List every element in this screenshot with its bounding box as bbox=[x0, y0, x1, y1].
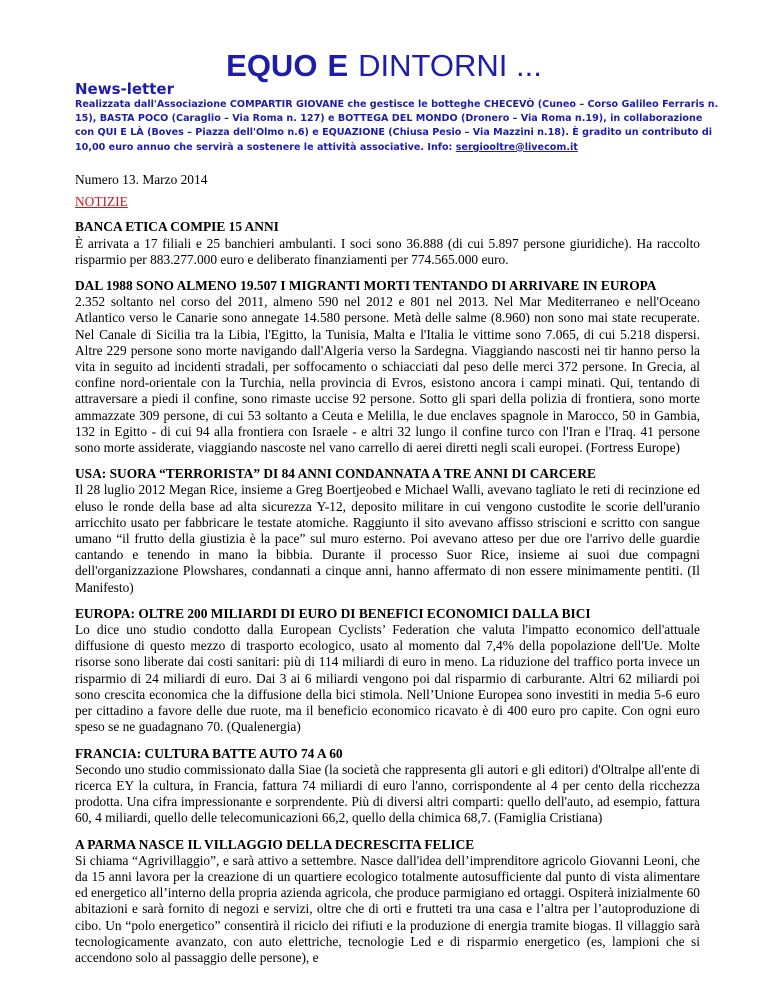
credits-text: Realizzata dall'Associazione COMPARTIR GIOVANE che gestisce le botteghe CHECEVÒ (Cuneo – Corso Galileo Ferraris n. 15), BASTA POCO (Caraglio – Via Roma n. 127) e BOTTEGA DEL MONDO (Dronero – Via Roma n.19), in collaborazione con QUI E LÀ (Boves – Piazza dell'Olmo n.6) e EQUAZIONE (Chiusa Pesio – Via Mazzini n.18). È gradito un contributo di 10,00 euro annuo che servirà a sostenere le attività associative. Info: bbox=[75, 99, 719, 153]
issue-number: Numero 13. Marzo 2014 bbox=[75, 172, 208, 187]
article-headline: EUROPA: OLTRE 200 MILIARDI DI EURO DI BENEFICI ECONOMICI DALLA BICI bbox=[75, 605, 591, 621]
section-notizie: NOTIZIE bbox=[75, 194, 128, 210]
title-word-dintorni: DINTORNI ... bbox=[358, 48, 542, 83]
article-suora bbox=[75, 466, 700, 596]
title-word-e: E bbox=[327, 48, 349, 83]
article-body: È arrivata a 17 filiali e 25 banchieri ambulanti. I soci sono 36.888 (di cui 5.897 persone giuridiche). Ha raccolto risparmio per 883.277.000 euro e deliberato finanziamenti per 774.565.000 euro. bbox=[75, 235, 700, 267]
article-francia bbox=[75, 746, 700, 827]
newsletter-title bbox=[0, 49, 768, 83]
credits-paragraph bbox=[75, 98, 720, 155]
article-headline: DAL 1988 SONO ALMENO 19.507 I MIGRANTI MORTI TENTANDO DI ARRIVARE IN EUROPA bbox=[75, 278, 657, 294]
article-migranti bbox=[75, 278, 700, 456]
title-word-equo: EQUO bbox=[226, 48, 318, 83]
article-bici bbox=[75, 606, 700, 736]
email-link[interactable]: sergiooltre@livecom.it bbox=[455, 141, 578, 153]
main-content bbox=[75, 172, 700, 976]
article-headline: BANCA ETICA COMPIE 15 ANNI bbox=[75, 219, 279, 235]
newsletter-label: News-letter bbox=[75, 80, 174, 98]
article-body: Secondo uno studio commissionato dalla Siae (la società che rappresenta gli autori e gli editori) d'Oltralpe all'ente di ricerca EY la cultura, in Francia, fattura 74 miliardi di euro l'anno, corrispondente al 4 per cento della ricchezza prodotta. Una cifra impressionante e sorprendente. Più di diversi altri comparti: quello dell'auto, ad esempio, fattura 60, 4 miliardi, quello delle telecomunicazioni 66,2, quello della chimica 68,7. (Famiglia Cristiana) bbox=[75, 761, 700, 826]
article-headline: FRANCIA: CULTURA BATTE AUTO 74 A 60 bbox=[75, 745, 343, 761]
article-parma bbox=[75, 837, 700, 967]
article-headline: USA: SUORA “TERRORISTA” DI 84 ANNI CONDANNATA A TRE ANNI DI CARCERE bbox=[75, 466, 596, 482]
article-body: 2.352 soltanto nel corso del 2011, almeno 590 nel 2012 e 801 nel 2013. Nel Mar Mediterraneo e nell'Oceano Atlantico verso le Canarie sono annegate 14.580 persone. Metà delle salme (8.960) non sono mai state recuperate. Nel Canale di Sicilia tra la Libia, l'Egitto, la Tunisia, Malta e l'Italia le vittime sono 7.065, di cui 5.218 dispersi. Altre 229 persone sono morte navigando dall'Algeria verso la Sardegna. Viaggiando nascosti nei tir hanno perso la vita in seguito ad incidenti stradali, per soffocamento o schiacciati dal peso delle merci 372 persone. In Grecia, al confine nord-orientale con la Turchia, nella provincia di Evros, esistono ancora i campi minati. Qui, tentando di attraversare a piedi il confine, sono rimaste uccise 92 persone. Sotto gli spari della polizia di frontiera, sono morte ammazzate 309 persone, di cui 53 soltanto a Ceuta e Melilla, le due enclaves spagnole in Marocco, 50 in Gambia, 132 in Egitto - di cui 94 alla frontiera con Israele - e altri 32 lungo il confine turco con l'Iran e l'Iraq. 41 persone sono morte assiderate, viaggiando nascoste nel vano carrello di aerei diretti negli scali europei. (Fortress Europe) bbox=[75, 294, 700, 456]
article-body: Il 28 luglio 2012 Megan Rice, insieme a Greg Boertjeobed e Michael Walli, avevano tagliato le reti di recinzione ed eluso le ronde della base ad alta sicurezza Y-12, deposito militare in cui vengono custodite le scorie dell'uranio arricchito usato per fabbricare le testate atomiche. Raggiunto il sito avevano affisso striscioni e scritto con sangue umano “il frutto della giustizia è la pace” sul muro esterno. Poi avevano atteso per due ore l'arrivo delle guardie cantando e tenendo in mano la bibbia. Durante il processo Suor Rice, insieme ai suoi due compagni dell'organizzazione Plowshares, condannati a cinque anni, hanno affermato di non essere minimamente pentiti. (Il Manifesto) bbox=[75, 482, 700, 595]
article-headline: A PARMA NASCE IL VILLAGGIO DELLA DECRESCITA FELICE bbox=[75, 836, 475, 852]
article-body: Lo dice uno studio condotto dalla European Cyclists’ Federation che valuta l'impatto economico dell'attuale diffusione di questo mezzo di trasporto ecologico, usato al momento dal 7,4% della popolazione dell'Ue. Molte risorse sono liberate dai costi sanitari: più di 114 miliardi di euro in meno. La riduzione del traffico porta invece un risparmio di 24 miliardi di euro. Dai 3 ai 6 miliardi vengono poi dal risparmio di carburante. Altri 62 miliardi poi sono crescita economica che la diffusione della bici stimola. Nell’Unione Europea sono investiti in media 5-6 euro per cittadino a favore delle due ruote, ma il beneficio economico ricavato è di 400 euro pro capite. Con ogni euro speso se ne guadagnano 70. (Qualenergia) bbox=[75, 622, 700, 735]
article-banca-etica bbox=[75, 219, 700, 268]
article-body: Si chiama “Agrivillaggio”, e sarà attivo a settembre. Nasce dall'idea dell’imprenditore agricolo Giovanni Leoni, che da 15 anni lavora per la creazione di un quartiere ecologico totalmente autosufficiente dal punto di vista alimentare ed energetico all’interno della propria azienda agricola, che produce parmigiano ed ortaggi. Ospiterà inizialmente 60 abitazioni e sarà fornito di negozi e servizi, oltre che di orti e frutteti tra una casa e l’altra per l’autoproduzione di cibo. Un “polo energetico” consentirà il riciclo dei rifiuti e la produzione di energia tramite biogas. Il villaggio sarà tecnologicamente avanzato, con auto elettriche, tecnologie Led e di risparmio energetico (es, lampioni che si accendono solo al passaggio delle persone), e bbox=[75, 852, 700, 965]
